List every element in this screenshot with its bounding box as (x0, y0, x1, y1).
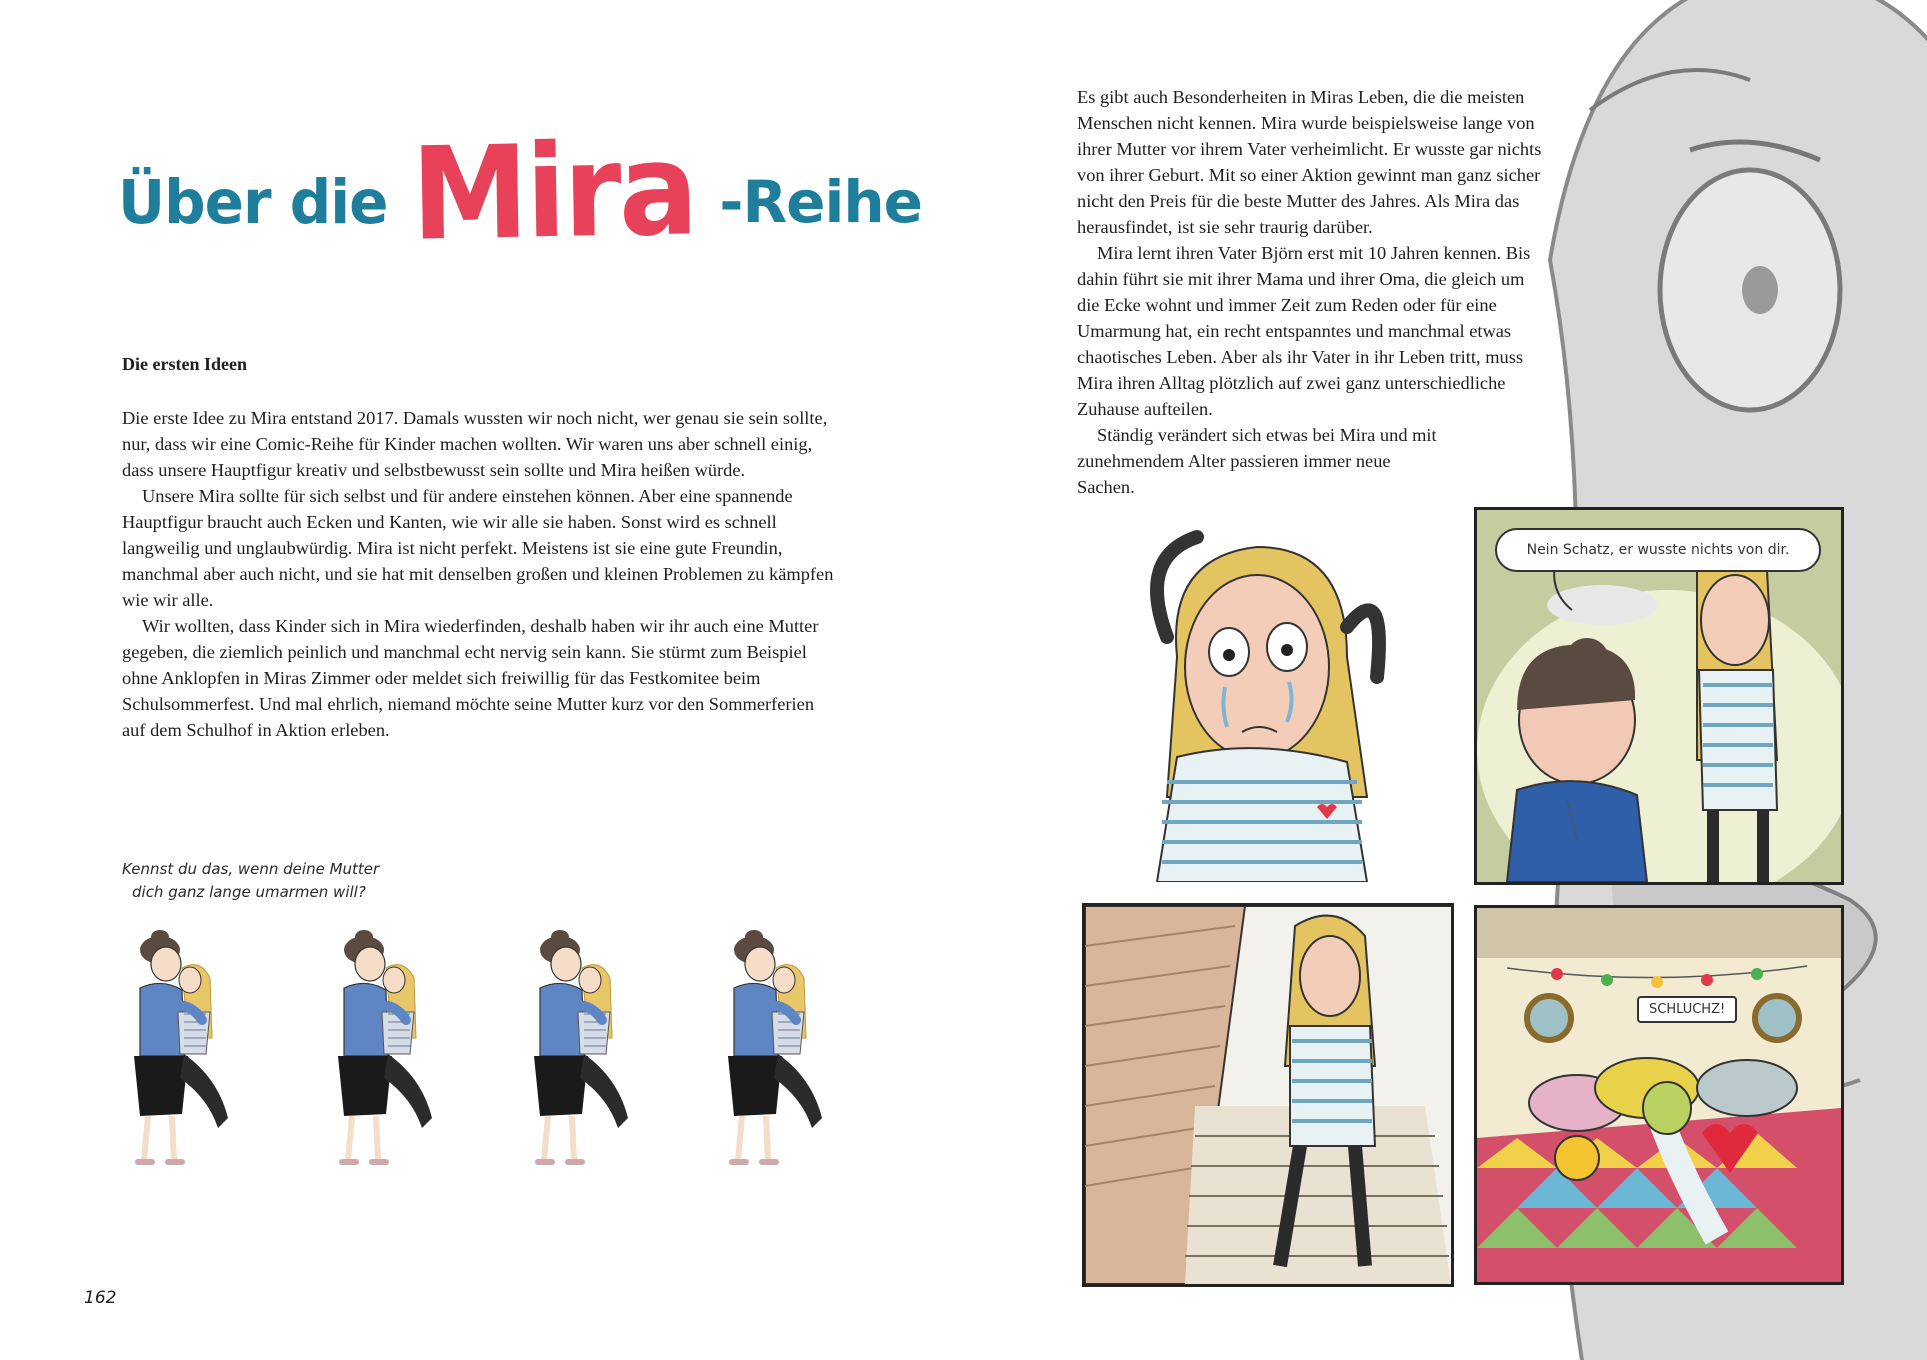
speech-bubble-text: Nein Schatz, er wusste nichts von dir. (1526, 542, 1790, 558)
hug-illustration (322, 928, 442, 1176)
comic-panel-crying (1137, 517, 1452, 882)
page-title (118, 115, 922, 270)
comic-panel-conversation (1474, 507, 1844, 885)
comic-panel-bedroom (1474, 905, 1844, 1285)
paragraph: Ständig verändert sich etwas bei Mira und mit zunehmendem Alter passieren immer neue Sachen. (1077, 425, 1437, 497)
caption-line: Kennst du das, wenn deine Mutter (122, 860, 380, 878)
illustration-caption (122, 858, 379, 904)
sound-effect-bubble (1637, 996, 1737, 1023)
title-prefix: Über die (118, 166, 388, 238)
hug-illustration (118, 928, 238, 1176)
paragraph: Mira lernt ihren Vater Björn erst mit 10 Jahren kennen. Bis dahin führt sie mit ihrer Mama und ihrer Oma, die gleich um die Ecke wohnt und immer Zeit zum Reden oder für eine Umarmung hat, ein recht entspanntes und manchmal etwas chaotisches Leben. Aber als ihr Vater in ihr Leben tritt, muss Mira ihren Alltag plötzlich auf zwei ganz unterschiedliche Zuhause aufteilen. (1077, 243, 1531, 419)
comic-panel-stairs (1082, 903, 1454, 1287)
hug-illustration (518, 928, 638, 1176)
caption-line: dich ganz lange umarmen will? (132, 883, 366, 901)
paragraph: Es gibt auch Besonderheiten in Miras Leben, die die meisten Menschen nicht kennen. Mira wurde beispielsweise lange von ihrer Mutter vor ihrem Vater verheimlicht. Er wusste gar nichts von ihrer Geburt. Mit so einer Aktion gewinnt man ganz sicher nicht den Preis für die beste Mutter des Jahres. Als Mira das herausfindet, ist sie sehr traurig darüber. (1077, 87, 1542, 237)
hug-illustration (712, 928, 832, 1176)
title-suffix: -Reihe (719, 168, 922, 236)
paragraph: Wir wollten, dass Kinder sich in Mira wiederfinden, deshalb haben wir ihr auch eine Mutter gegeben, die ziemlich peinlich und manchmal echt nervig sein kann. Sie stürmt zum Beispiel ohne Anklopfen in Miras Zimmer oder meldet sich freiwillig für das Festkomitee beim Schulsommerfest. Und mal ehrlich, niemand möchte seine Mutter kurz vor den Sommerferien auf dem Schulhof in Aktion erleben. (122, 616, 819, 740)
section-heading: Die ersten Ideen (122, 354, 247, 374)
speech-bubble (1495, 528, 1821, 572)
title-mira: Mira (410, 115, 697, 270)
left-text-column (122, 405, 842, 743)
paragraph: Die erste Idee zu Mira entstand 2017. Damals wussten wir noch nicht, wer genau sie sein sollte, nur, dass wir eine Comic-Reihe für Kinder machen wollten. Wir waren uns aber schnell einig, dass unsere Hauptfigur kreativ und selbstbewusst sein sollte und Mira heißen würde. (122, 408, 828, 480)
paragraph: Unsere Mira sollte für sich selbst und für andere einstehen können. Aber eine spannende Hauptfigur braucht auch Ecken und Kanten, wie wir alle sie haben. Sonst wird es schnell langweilig und unglaubwürdig. Mira ist nicht perfekt. Meistens ist sie eine gute Freundin, manchmal aber auch nicht, und sie hat mit denselben großen und kleinen Problemen zu kämpfen wie wir alle. (122, 486, 834, 610)
sound-effect-text: SCHLUCHZ! (1649, 1002, 1726, 1017)
right-text-column (1077, 84, 1547, 500)
page-number: 162 (84, 1288, 117, 1308)
